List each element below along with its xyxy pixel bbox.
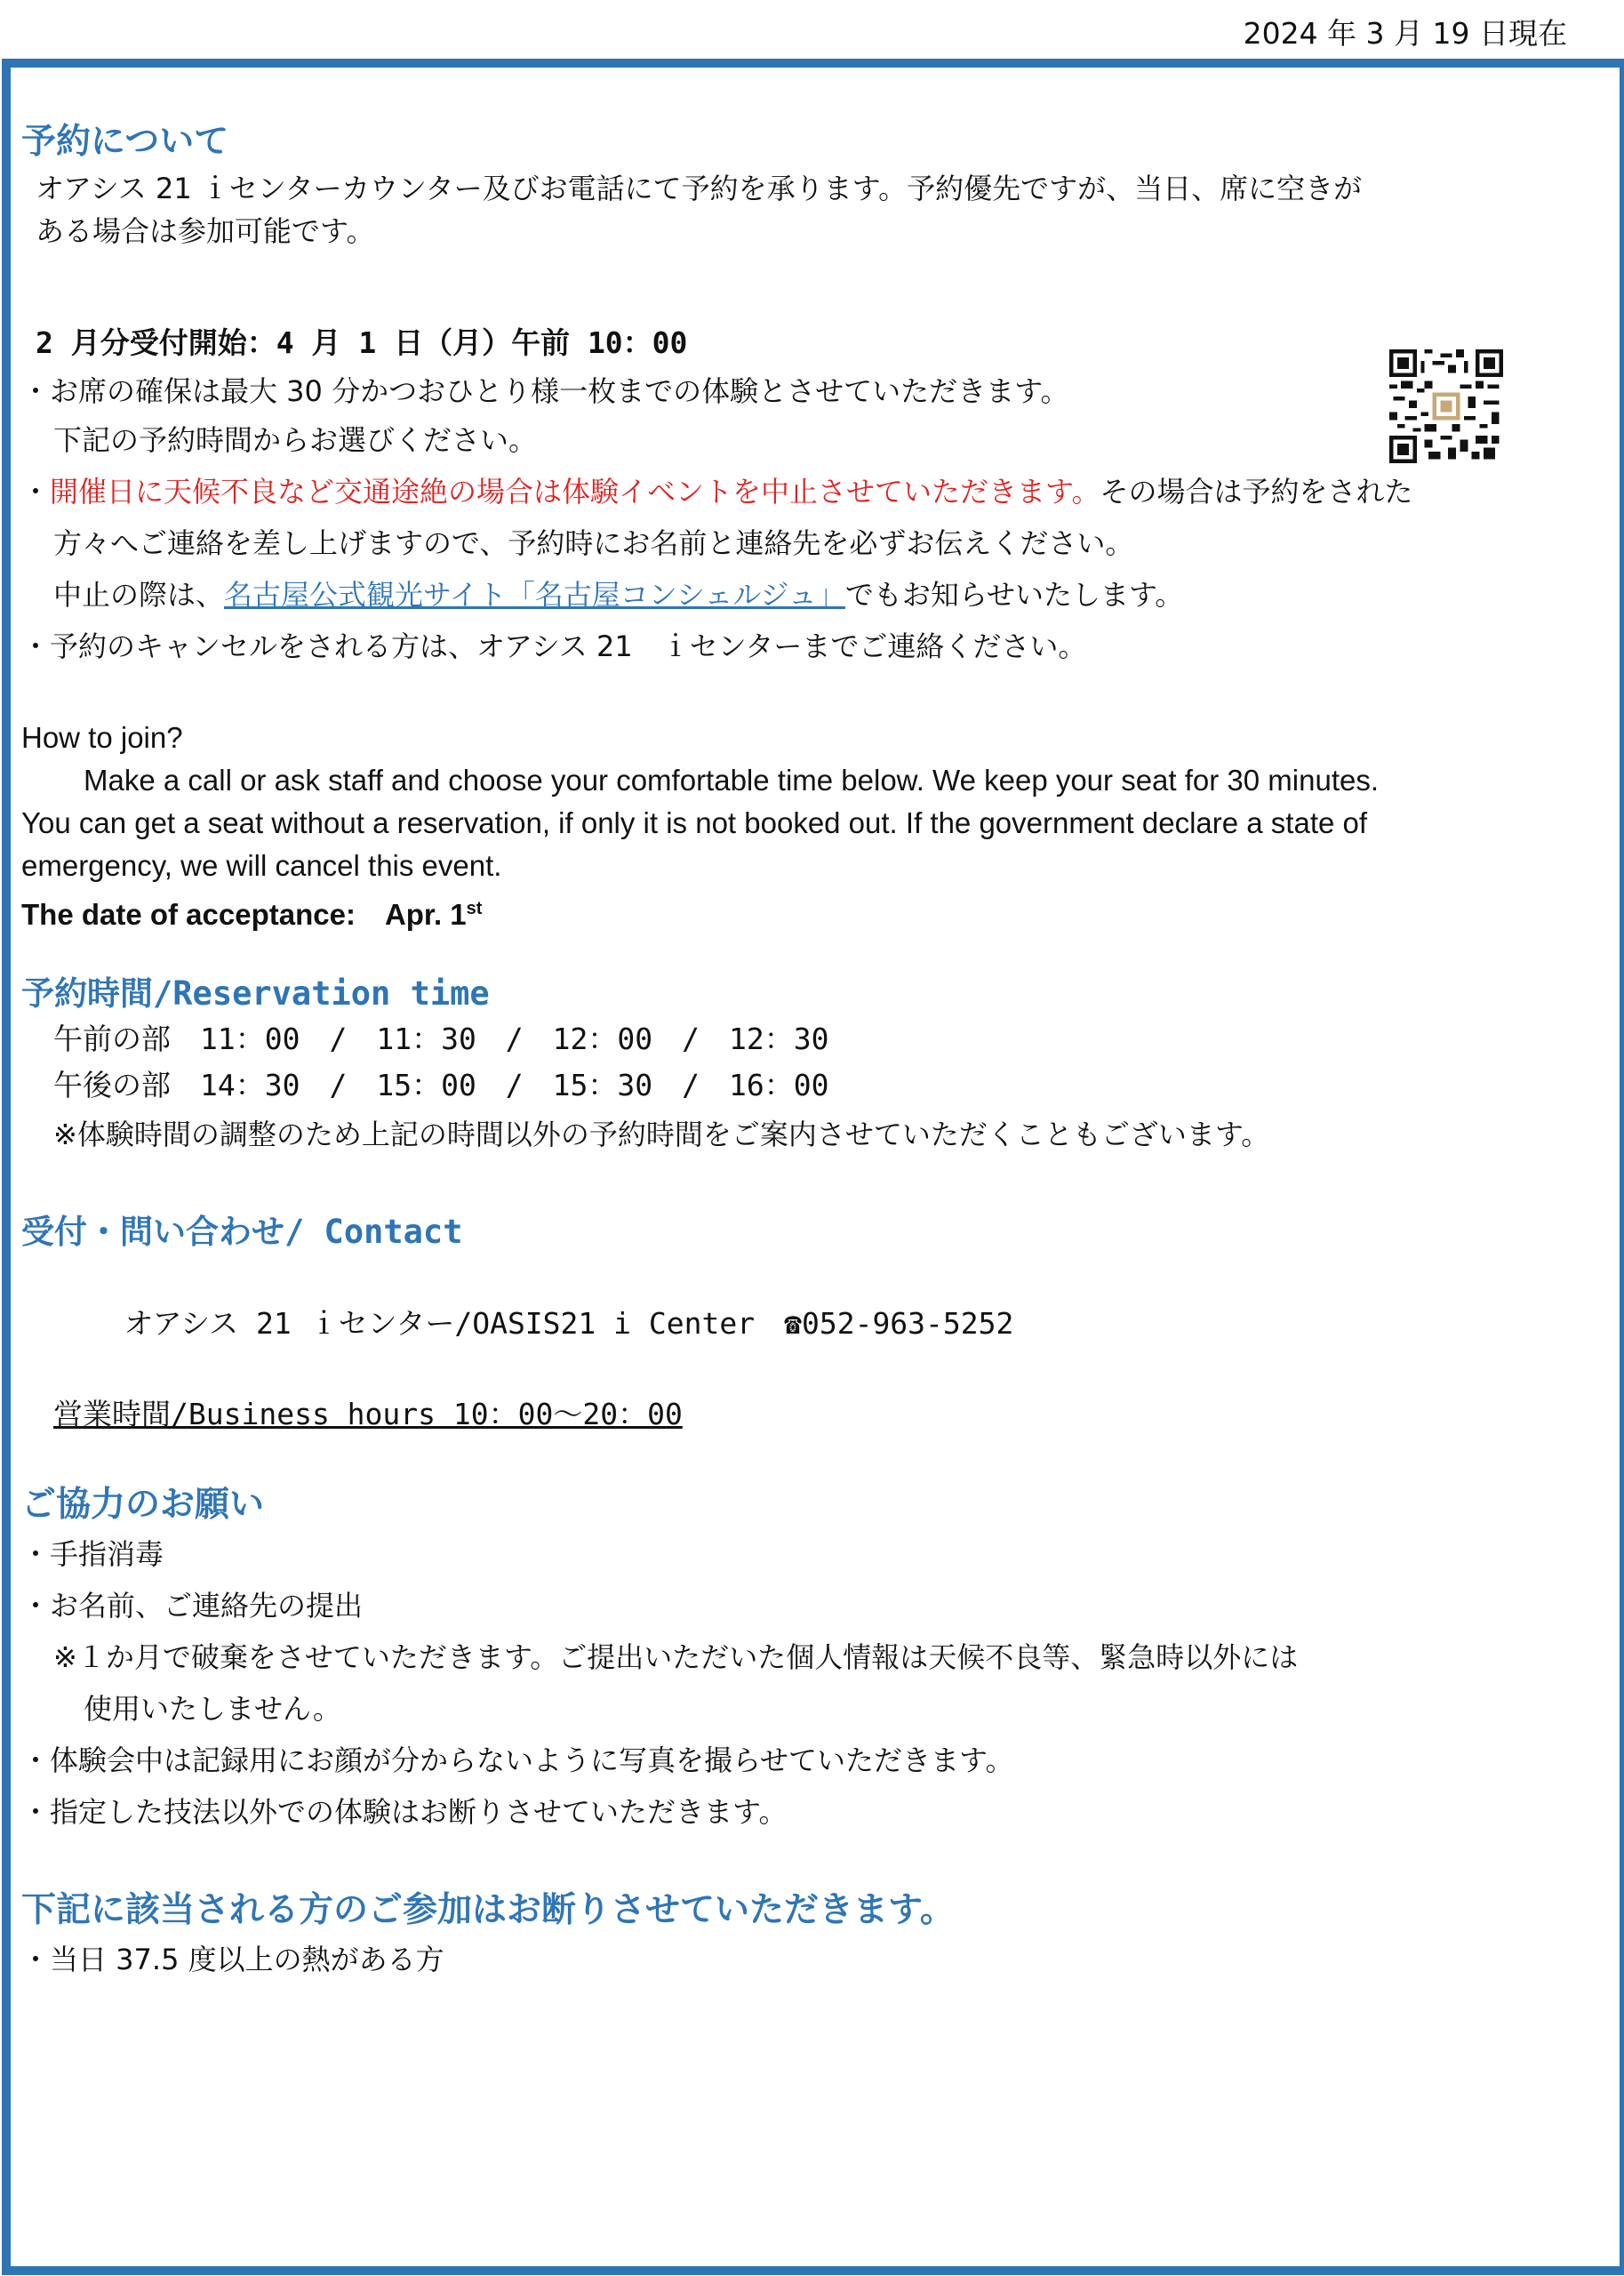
phone-icon: ☎: [784, 1306, 802, 1341]
cooperation-item-photo: ・体験会中は記録用にお顔が分からないように写真を撮らせていただきます。: [21, 1743, 1014, 1777]
seat-bullet-cont: 下記の予約時間からお選びください。: [53, 423, 538, 457]
cancel-notice-prefix: 中止の際は、: [53, 578, 225, 612]
cancel-notice-suffix: でもお知らせいたします。: [844, 578, 1184, 612]
acceptance-start-line: 2 月分受付開始：4 月 1 日（月）午前 10：00: [36, 325, 688, 360]
cooperation-item-sanitize: ・手指消毒: [21, 1537, 164, 1571]
weather-contact-line: 方々へご連絡を差し上げますので、予約時にお名前と連絡先を必ずお伝えください。: [53, 526, 1134, 560]
nagoya-concierge-link[interactable]: 名古屋公式観光サイト「名古屋コンシェルジュ」: [224, 578, 845, 612]
reservation-intro-line2: ある場合は参加可能です。: [36, 214, 375, 248]
weather-followup-text: その場合は予約をされた: [1100, 475, 1413, 509]
seat-bullet: ・お席の確保は最大 30 分かつおひとり様一枚までの体験とさせていただきます。: [21, 374, 1069, 408]
how-to-join-line1: Make a call or ask staff and choose your comfortable time below. We keep your seat for 30 minutes.: [84, 764, 1380, 797]
center-name: オアシス 21 ｉセンター/OASIS21 i Center: [124, 1306, 785, 1341]
how-to-join-line2: You can get a seat without a reservation, if only it is not booked out. If the government declare a state of: [21, 806, 1368, 839]
contact-line: [21, 1254, 1532, 1393]
business-hours: 営業時間/Business hours 10：00～20：00: [53, 1397, 683, 1431]
phone-number[interactable]: 052-963-5252: [801, 1306, 1014, 1341]
acceptance-date: [21, 887, 1532, 936]
cooperation-note-line2: 使用いたしません。: [84, 1692, 341, 1726]
reservation-heading: 予約について: [21, 122, 229, 162]
afternoon-times: 午後の部 14：30 / 15：00 / 15：30 / 16：00: [53, 1068, 829, 1102]
acceptance-date-text: The date of acceptance: Apr. 1: [21, 898, 467, 931]
weather-warning-text: 開催日に天候不良など交通途絶の場合は体験イベントを中止させていただきます。: [50, 475, 1100, 509]
reservation-time-heading: 予約時間/Reservation time: [21, 974, 490, 1013]
cooperation-note-line1: ※１か月で破棄をさせていただきます。ご提出いただいた個人情報は天候不良等、緊急時以外には: [53, 1640, 1299, 1674]
contact-heading: 受付・問い合わせ/ Contact: [21, 1213, 463, 1251]
cooperation-item-technique: ・指定した技法以外での体験はお断りさせていただきます。: [21, 1795, 788, 1829]
cooperation-heading: ご協力のお願い: [21, 1485, 265, 1525]
reservation-intro-line1: オアシス 21 ｉセンターカウンター及びお電話にて予約を承ります。予約優先ですが、当日、席に空きが: [36, 172, 1363, 205]
bullet-marker: ・: [21, 475, 51, 509]
document-content: [21, 119, 1532, 1985]
morning-times: 午前の部 11：00 / 11：30 / 12：00 / 12：30: [53, 1022, 829, 1056]
cancellation-bullet: ・予約のキャンセルをされる方は、オアシス 21 ｉセンターまでご連絡ください。: [21, 629, 1087, 663]
how-to-join-heading: How to join?: [21, 721, 183, 754]
how-to-join-line3: emergency, we will cancel this event.: [21, 849, 502, 882]
decline-heading: 下記に該当される方のご参加はお断りさせていただきます。: [21, 1890, 955, 1930]
date-stamp: 2024 年 3 月 19 日現在: [1243, 16, 1567, 51]
acceptance-date-suffix: st: [466, 899, 483, 918]
cancel-notice-line: [21, 569, 1532, 621]
decline-item-fever: ・当日 37.5 度以上の熱がある方: [21, 1943, 444, 1976]
time-adjust-note: ※体験時間の調整のため上記の時間以外の予約時間をご案内させていただくこともございます。: [53, 1118, 1270, 1151]
cancel-weather-bullet: [21, 466, 1532, 517]
cooperation-item-contact: ・お名前、ご連絡先の提出: [21, 1589, 364, 1623]
business-hours-row: [21, 1393, 1532, 1436]
